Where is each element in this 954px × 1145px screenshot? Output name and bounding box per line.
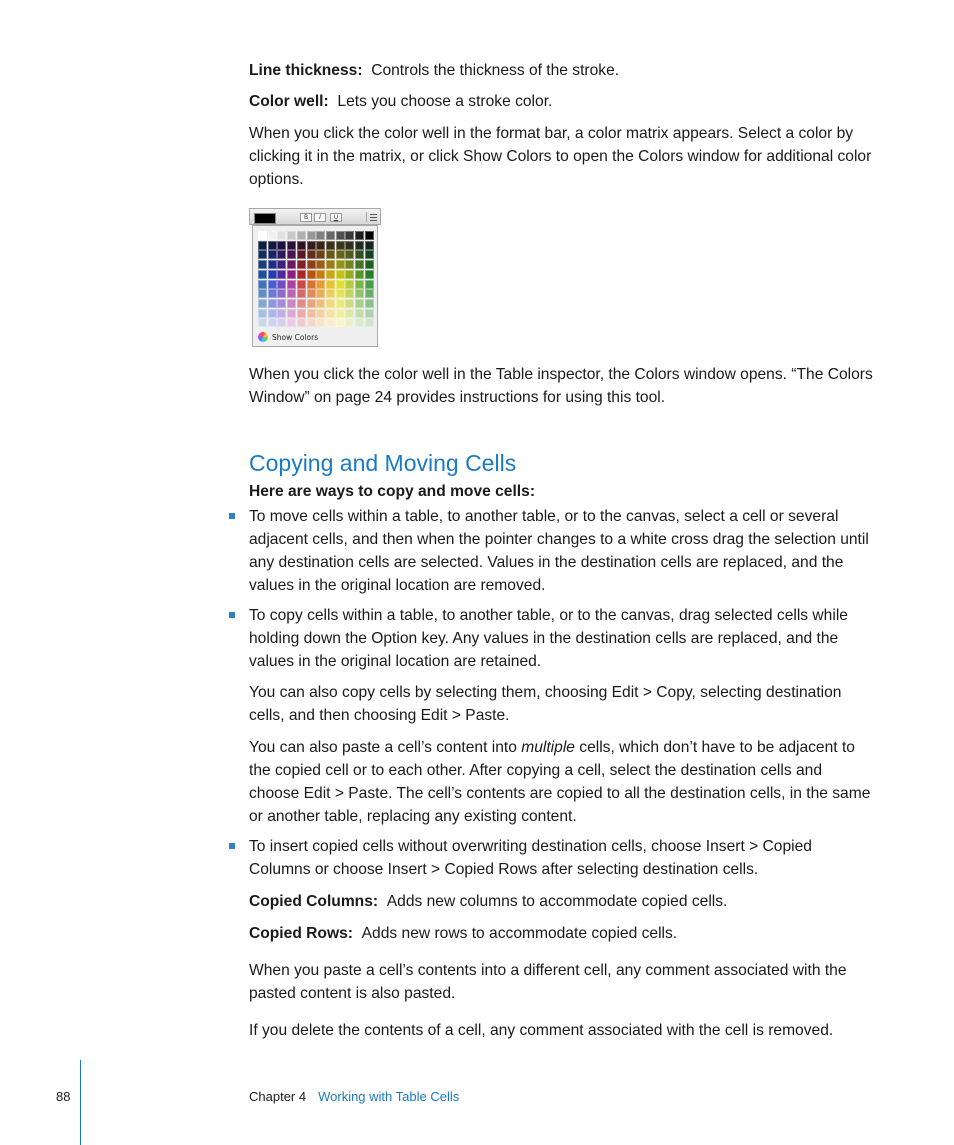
bullet-square-icon	[229, 843, 235, 849]
term-description: Adds new columns to accommodate copied cells.	[386, 893, 728, 910]
color-swatch[interactable]	[297, 270, 306, 279]
footer-chapter	[249, 1089, 459, 1104]
color-swatch[interactable]	[307, 250, 316, 259]
color-swatch[interactable]	[316, 299, 325, 308]
term-label: Line thickness:	[249, 62, 363, 79]
color-swatch[interactable]	[316, 241, 325, 250]
bold-button[interactable]: B	[300, 213, 312, 222]
color-swatch[interactable]	[307, 289, 316, 298]
color-swatch[interactable]	[345, 280, 354, 289]
color-swatch[interactable]	[297, 241, 306, 250]
color-swatch[interactable]	[316, 280, 325, 289]
paste-paragraph	[249, 736, 874, 828]
color-swatch[interactable]	[268, 318, 277, 327]
color-swatch[interactable]	[307, 231, 316, 240]
color-swatch[interactable]	[287, 299, 296, 308]
color-swatch[interactable]	[355, 299, 364, 308]
color-swatch[interactable]	[326, 250, 335, 259]
footer-divider	[80, 1060, 81, 1145]
intro-paragraph: When you click the color well in the format bar, a color matrix appears. Select a color by clicking it in the matrix, or click Show Colors to open the Colors window for additional color options.	[249, 125, 872, 188]
section-lead: Here are ways to copy and move cells:	[249, 483, 536, 500]
color-swatch[interactable]	[258, 250, 267, 259]
color-swatch[interactable]	[297, 309, 306, 318]
color-swatch[interactable]	[365, 260, 374, 269]
color-swatch[interactable]	[355, 280, 364, 289]
color-swatch[interactable]	[316, 289, 325, 298]
color-swatch[interactable]	[365, 280, 374, 289]
color-swatch[interactable]	[268, 309, 277, 318]
color-matrix-figure	[249, 208, 381, 348]
color-swatch[interactable]	[268, 289, 277, 298]
color-swatch[interactable]	[268, 241, 277, 250]
color-swatch[interactable]	[336, 280, 345, 289]
color-swatch[interactable]	[345, 299, 354, 308]
color-swatch[interactable]	[345, 260, 354, 269]
bullet-move-cells: To move cells within a table, to another table, or to the canvas, select a cell or several adjacent cells, and then when the pointer changes to a white cross drag the selection until any destination cells are selected. Values in the destination cells are replaced, and the values in the original location are removed.	[249, 508, 869, 594]
color-swatch[interactable]	[326, 309, 335, 318]
color-swatch[interactable]	[258, 241, 267, 250]
color-swatch[interactable]	[307, 299, 316, 308]
color-swatch[interactable]	[336, 289, 345, 298]
color-swatch[interactable]	[355, 289, 364, 298]
color-swatch[interactable]	[316, 260, 325, 269]
color-swatch[interactable]	[307, 309, 316, 318]
color-swatch[interactable]	[336, 309, 345, 318]
color-swatch[interactable]	[277, 241, 286, 250]
color-swatch[interactable]	[336, 260, 345, 269]
color-swatch[interactable]	[326, 280, 335, 289]
color-swatch[interactable]	[326, 260, 335, 269]
color-swatch[interactable]	[336, 231, 345, 240]
color-swatch[interactable]	[326, 299, 335, 308]
color-swatch[interactable]	[297, 299, 306, 308]
paste-text-start: You can also paste a cell’s content into	[249, 739, 522, 756]
menu-icon[interactable]	[366, 212, 378, 222]
color-swatch[interactable]	[316, 318, 325, 327]
color-swatch[interactable]	[268, 250, 277, 259]
color-matrix-panel	[252, 225, 378, 347]
color-swatch[interactable]	[316, 309, 325, 318]
color-swatch[interactable]	[277, 270, 286, 279]
color-matrix-grid[interactable]	[258, 231, 375, 328]
color-swatch[interactable]	[277, 299, 286, 308]
chapter-title-link[interactable]: Working with Table Cells	[318, 1089, 460, 1104]
color-swatch[interactable]	[287, 280, 296, 289]
term-label: Copied Columns:	[249, 893, 379, 910]
color-swatch[interactable]	[258, 289, 267, 298]
color-swatch[interactable]	[345, 318, 354, 327]
color-swatch[interactable]	[345, 241, 354, 250]
color-swatch[interactable]	[336, 250, 345, 259]
term-description: Lets you choose a stroke color.	[337, 93, 553, 110]
color-swatch[interactable]	[336, 270, 345, 279]
color-swatch[interactable]	[307, 260, 316, 269]
bullet-square-icon	[229, 513, 235, 519]
color-swatch[interactable]	[268, 231, 277, 240]
color-swatch[interactable]	[277, 250, 286, 259]
color-swatch[interactable]	[277, 280, 286, 289]
color-swatch[interactable]	[326, 270, 335, 279]
term-description: Controls the thickness of the stroke.	[371, 62, 620, 79]
color-swatch[interactable]	[287, 289, 296, 298]
paste-emphasis: multiple	[521, 739, 575, 756]
color-swatch[interactable]	[307, 318, 316, 327]
color-swatch[interactable]	[307, 270, 316, 279]
italic-button[interactable]: I	[314, 213, 326, 222]
color-swatch[interactable]	[258, 299, 267, 308]
color-swatch[interactable]	[287, 231, 296, 240]
color-swatch[interactable]	[268, 280, 277, 289]
color-swatch[interactable]	[277, 289, 286, 298]
underline-button[interactable]: U	[330, 213, 342, 222]
color-swatch[interactable]	[258, 280, 267, 289]
bullet-copy-cells: To copy cells within a table, to another table, or to the canvas, drag selected cells while holding down the Option key. Any values in the destination cells are replaced, and the values in the original location are retained.	[249, 607, 848, 670]
bullet-square-icon	[229, 612, 235, 618]
color-swatch[interactable]	[355, 241, 364, 250]
color-swatch[interactable]	[307, 280, 316, 289]
color-swatch[interactable]	[258, 318, 267, 327]
comment-paragraph: When you paste a cell’s contents into a different cell, any comment associated with the pasted content is also pasted.	[249, 962, 847, 1002]
color-swatch[interactable]	[297, 260, 306, 269]
color-swatch[interactable]	[287, 260, 296, 269]
color-swatch[interactable]	[277, 309, 286, 318]
show-colors-label: Show Colors	[272, 332, 319, 342]
color-swatch[interactable]	[287, 318, 296, 327]
color-swatch[interactable]	[365, 289, 374, 298]
color-well[interactable]	[254, 213, 276, 224]
definition-color-well	[249, 90, 874, 113]
color-swatch[interactable]	[345, 270, 354, 279]
color-swatch[interactable]	[277, 231, 286, 240]
show-colors-button[interactable]	[258, 331, 318, 343]
color-swatch[interactable]	[355, 231, 364, 240]
color-swatch[interactable]	[258, 231, 267, 240]
color-swatch[interactable]	[355, 309, 364, 318]
color-swatch[interactable]	[365, 309, 374, 318]
color-swatch[interactable]	[287, 241, 296, 250]
color-swatch[interactable]	[326, 289, 335, 298]
color-swatch[interactable]	[277, 318, 286, 327]
color-swatch[interactable]	[326, 241, 335, 250]
color-swatch[interactable]	[258, 260, 267, 269]
color-swatch[interactable]	[297, 250, 306, 259]
color-swatch[interactable]	[287, 270, 296, 279]
page-number: 88	[56, 1089, 71, 1104]
color-swatch[interactable]	[345, 231, 354, 240]
definition-copied-rows	[249, 922, 874, 945]
color-swatch[interactable]	[365, 270, 374, 279]
color-swatch[interactable]	[297, 289, 306, 298]
color-swatch[interactable]	[336, 318, 345, 327]
definition-copied-columns	[249, 890, 874, 913]
term-description: Adds new rows to accommodate copied cells.	[361, 925, 678, 942]
bullet-insert-cells: To insert copied cells without overwriting destination cells, choose Insert > Copied Columns or choose Insert > Copied Rows after selecting destination cells.	[249, 838, 812, 878]
color-swatch[interactable]	[355, 260, 364, 269]
term-label: Copied Rows:	[249, 925, 353, 942]
color-swatch[interactable]	[326, 231, 335, 240]
delete-paragraph: If you delete the contents of a cell, any comment associated with the cell is removed.	[249, 1022, 834, 1039]
color-swatch[interactable]	[355, 318, 364, 327]
color-swatch[interactable]	[268, 260, 277, 269]
color-swatch[interactable]	[268, 299, 277, 308]
color-swatch[interactable]	[258, 309, 267, 318]
color-swatch[interactable]	[345, 289, 354, 298]
color-swatch[interactable]	[355, 250, 364, 259]
section-heading: Copying and Moving Cells	[249, 450, 517, 476]
color-swatch[interactable]	[336, 241, 345, 250]
color-swatch[interactable]	[326, 318, 335, 327]
color-swatch[interactable]	[345, 309, 354, 318]
color-swatch[interactable]	[277, 260, 286, 269]
format-bar	[249, 208, 381, 225]
copy-paragraph: You can also copy cells by selecting them, choosing Edit > Copy, selecting destination cells, and then choosing Edit > Paste.	[249, 684, 842, 724]
inspector-paragraph: When you click the color well in the Table inspector, the Colors window opens. “The Colors Window” on page 24 provides instructions for using this tool.	[249, 366, 873, 406]
term-label: Color well:	[249, 93, 329, 110]
color-swatch[interactable]	[365, 318, 374, 327]
color-swatch[interactable]	[316, 250, 325, 259]
color-swatch[interactable]	[365, 241, 374, 250]
chapter-label: Chapter 4	[249, 1089, 307, 1104]
color-swatch[interactable]	[287, 309, 296, 318]
color-swatch[interactable]	[297, 231, 306, 240]
color-swatch[interactable]	[365, 299, 374, 308]
color-swatch[interactable]	[365, 231, 374, 240]
paste-text-end: cells, which don’t have to be adjacent to the copied cell or to each other. After copying a cell, select the destination cells and choose Edit > Paste. The cell’s contents are copied to all the destination cells, in the same or another table, replacing any existing content.	[249, 739, 871, 825]
color-swatch[interactable]	[297, 318, 306, 327]
color-swatch[interactable]	[355, 270, 364, 279]
color-swatch[interactable]	[287, 250, 296, 259]
color-wheel-icon	[258, 332, 268, 342]
color-swatch[interactable]	[316, 231, 325, 240]
color-swatch[interactable]	[307, 241, 316, 250]
color-swatch[interactable]	[336, 299, 345, 308]
color-swatch[interactable]	[297, 280, 306, 289]
color-swatch[interactable]	[365, 250, 374, 259]
color-swatch[interactable]	[316, 270, 325, 279]
color-swatch[interactable]	[258, 270, 267, 279]
color-swatch[interactable]	[268, 270, 277, 279]
definition-line-thickness	[249, 59, 874, 82]
color-swatch[interactable]	[345, 250, 354, 259]
